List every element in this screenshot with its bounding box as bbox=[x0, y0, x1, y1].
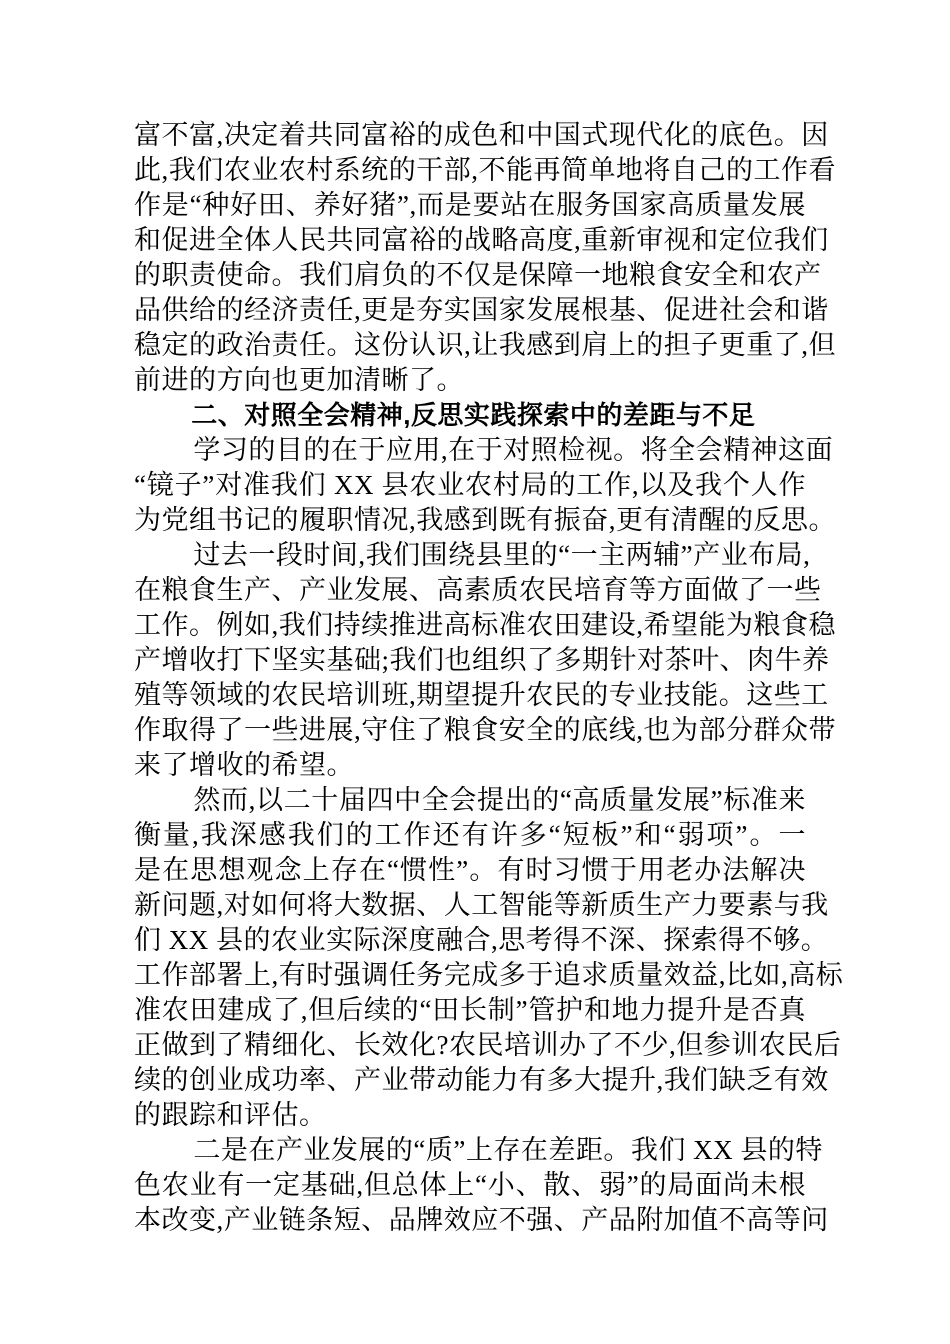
text-line: 富不富,决定着共同富裕的成色和中国式现代化的底色。因 bbox=[134, 120, 829, 150]
paragraph bbox=[134, 398, 806, 433]
text-line: 本改变,产业链条短、品牌效应不强、产品附加值不高等问 bbox=[134, 1205, 829, 1235]
text-line: 正做到了精细化、长效化?农民培训办了不少,但参训农民后 bbox=[134, 1030, 842, 1060]
text-line: 新问题,对如何将大数据、人工智能等新质生产力要素与我 bbox=[134, 890, 829, 920]
paragraph bbox=[134, 118, 836, 398]
text-line: 为党组书记的履职情况,我感到既有振奋,更有清醒的反思。 bbox=[134, 505, 836, 535]
text-line: 品供给的经济责任,更是夯实国家发展根基、促进社会和谐 bbox=[134, 295, 829, 325]
text-line: 然而,以二十届四中全会提出的“高质量发展”标准来 bbox=[193, 785, 806, 815]
text-line: 稳定的政治责任。这份认识,让我感到肩上的担子更重了,但 bbox=[134, 330, 836, 360]
paragraph bbox=[134, 433, 836, 538]
text-line: 们 XX 县的农业实际深度融合,思考得不深、探索得不够。 bbox=[134, 925, 829, 955]
text-line: 工作部署上,有时强调任务完成多于追求质量效益,比如,高标 bbox=[134, 960, 844, 990]
text-line: 是在思想观念上存在“惯性”。有时习惯于用老办法解决 bbox=[134, 855, 806, 885]
text-line: 作是“种好田、养好猪”,而是要站在服务国家高质量发展 bbox=[134, 190, 806, 220]
text-line: 作取得了一些进展,守住了粮食安全的底线,也为部分群众带 bbox=[134, 715, 836, 745]
paragraph bbox=[134, 783, 844, 1133]
text-line: 产增收打下坚实基础;我们也组织了多期针对茶叶、肉牛养 bbox=[134, 645, 830, 675]
text-line: 殖等领域的农民培训班,期望提升农民的专业技能。这些工 bbox=[134, 680, 829, 710]
text-line: 来了增收的希望。 bbox=[134, 750, 354, 780]
document-text-block bbox=[134, 118, 844, 1238]
section-heading: 二、对照全会精神,反思实践探索中的差距与不足 bbox=[191, 400, 756, 430]
text-line: 准农田建成了,但后续的“田长制”管护和地力提升是否真 bbox=[134, 995, 806, 1025]
paragraph bbox=[134, 1133, 829, 1238]
text-line: 和促进全体人民共同富裕的战略高度,重新审视和定位我们 bbox=[134, 225, 829, 255]
text-line: 衡量,我深感我们的工作还有许多“短板”和“弱项”。一 bbox=[134, 820, 806, 850]
text-line: 色农业有一定基础,但总体上“小、散、弱”的局面尚未根 bbox=[134, 1170, 806, 1200]
text-line: 的跟踪和评估。 bbox=[134, 1100, 327, 1130]
text-line: 学习的目的在于应用,在于对照检视。将全会精神这面 bbox=[193, 435, 834, 465]
text-line: 过去一段时间,我们围绕县里的“一主两辅”产业布局, bbox=[193, 540, 811, 570]
text-line: 前进的方向也更加清晰了。 bbox=[134, 365, 464, 395]
text-line: 续的创业成功率、产业带动能力有多大提升,我们缺乏有效 bbox=[134, 1065, 829, 1095]
text-line: 此,我们农业农村系统的干部,不能再简单地将自己的工作看 bbox=[134, 155, 836, 185]
text-line: 的职责使命。我们肩负的不仅是保障一地粮食安全和农产 bbox=[134, 260, 822, 290]
text-line: “镜子”对准我们 XX 县农业农村局的工作,以及我个人作 bbox=[134, 470, 806, 500]
paragraph bbox=[134, 538, 836, 783]
text-line: 二是在产业发展的“质”上存在差距。我们 XX 县的特 bbox=[193, 1135, 823, 1165]
text-line: 工作。例如,我们持续推进高标准农田建设,希望能为粮食稳 bbox=[134, 610, 836, 640]
text-line: 在粮食生产、产业发展、高素质农民培育等方面做了一些 bbox=[134, 575, 822, 605]
